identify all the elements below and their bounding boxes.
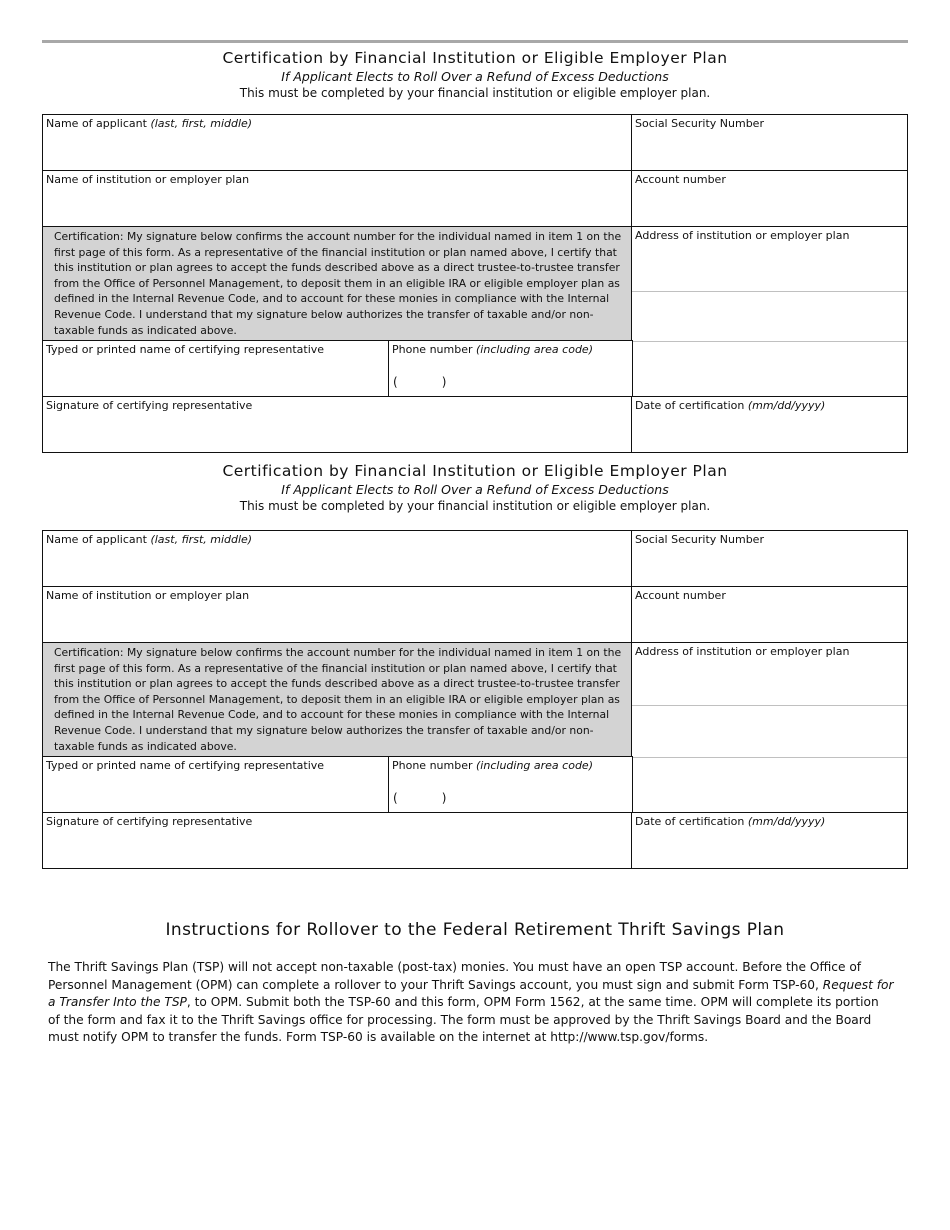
institution-address-field[interactable] (631, 226, 908, 397)
section-header (42, 461, 908, 515)
field-label: Social Security Number (635, 117, 764, 130)
section-title: Certification by Financial Institution or Eligible Employer Plan (222, 462, 728, 480)
field-label: Name of applicant (46, 117, 147, 130)
field-label: Phone number (392, 343, 473, 356)
field-label: Account number (635, 173, 726, 186)
institution-name-field[interactable] (42, 586, 633, 643)
institution-address-field[interactable] (631, 642, 908, 813)
phone-number-field[interactable] (388, 756, 633, 813)
section-header (42, 48, 908, 102)
certification-section-1 (42, 48, 908, 412)
section-subtitle: If Applicant Elects to Roll Over a Refund of Excess Deductions (281, 482, 669, 497)
field-hint: (including area code) (476, 759, 593, 772)
field-label: Account number (635, 589, 726, 602)
field-label: Social Security Number (635, 533, 764, 546)
section-title: Certification by Financial Institution or Eligible Employer Plan (222, 49, 728, 67)
field-label: Date of certification (635, 815, 745, 828)
field-label: Name of applicant (46, 533, 147, 546)
area-code-brackets: ( ) (393, 791, 447, 805)
signature-field[interactable] (42, 812, 633, 869)
institution-name-field[interactable] (42, 170, 633, 227)
ssn-field[interactable] (631, 114, 908, 171)
field-label: Phone number (392, 759, 473, 772)
certification-statement: Certification: My signature below confirms the account number for the individual named in item 1 on the first page of this form. As a representative of the financial institution or plan named above, I certify that this institution or plan agrees to accept the funds described above as a direct trustee-to-trustee transfer from the Office of Personnel Management, to deposit them in an eligible IRA or eligible employer plan as defined in the Internal Revenue Code, and to account for these monies in compliance with the Internal Revenue Code. I understand that my signature below authorizes the transfer of taxable and/or non-taxable funds as indicated above. (42, 642, 633, 757)
field-hint: (mm/dd/yyyy) (747, 815, 826, 828)
instructions-body: The Thrift Savings Plan (TSP) will not accept non-taxable (post-tax) monies. You must have an open TSP account. Before the Office of Personnel Management (OPM) can complete a rollover to your Thrift Savings account, you must sign and submit Form TSP-60, Request for a Transfer Into the TSP, to OPM. Submit both the TSP-60 and this form, OPM Form 1562, at the same time. OPM will complete its portion of the form and fax it to the Thrift Savings office for processing. The form must be approved by the Thrift Savings Board and the Board must notify OPM to transfer the funds. Form TSP-60 is available on the internet at http://www.tsp.gov/forms. (48, 960, 894, 1044)
applicant-name-field[interactable] (42, 114, 633, 171)
field-hint: (last, first, middle) (150, 533, 253, 546)
certification-form (42, 530, 908, 869)
address-line-divider (632, 705, 907, 706)
signature-field[interactable] (42, 396, 633, 453)
field-label: Name of institution or employer plan (46, 173, 250, 186)
certification-date-field[interactable] (631, 812, 908, 869)
field-label: Typed or printed name of certifying representative (46, 343, 325, 356)
section-note: This must be completed by your financial institution or eligible employer plan. (239, 499, 711, 513)
area-code-brackets: ( ) (393, 375, 447, 389)
field-label: Typed or printed name of certifying representative (46, 759, 325, 772)
section-subtitle: If Applicant Elects to Roll Over a Refund of Excess Deductions (281, 69, 669, 84)
account-number-field[interactable] (631, 586, 908, 643)
field-hint: (including area code) (476, 343, 593, 356)
field-hint: (mm/dd/yyyy) (747, 399, 826, 412)
field-label: Signature of certifying representative (46, 399, 253, 412)
account-number-field[interactable] (631, 170, 908, 227)
certification-form (42, 114, 908, 453)
field-label: Address of institution or employer plan (635, 229, 850, 242)
top-rule (42, 40, 908, 43)
section-note: This must be completed by your financial institution or eligible employer plan. (239, 86, 711, 100)
representative-name-field[interactable] (42, 340, 390, 397)
field-label: Date of certification (635, 399, 745, 412)
phone-number-field[interactable] (388, 340, 633, 397)
applicant-name-field[interactable] (42, 530, 633, 587)
ssn-field[interactable] (631, 530, 908, 587)
address-line-divider (632, 757, 907, 758)
field-label: Signature of certifying representative (46, 815, 253, 828)
representative-name-field[interactable] (42, 756, 390, 813)
field-label: Name of institution or employer plan (46, 589, 250, 602)
field-hint: (last, first, middle) (150, 117, 253, 130)
certification-section-2 (42, 461, 908, 828)
certification-statement: Certification: My signature below confirms the account number for the individual named in item 1 on the first page of this form. As a representative of the financial institution or plan named above, I certify that this institution or plan agrees to accept the funds described above as a direct trustee-to-trustee transfer from the Office of Personnel Management, to deposit them in an eligible IRA or eligible employer plan as defined in the Internal Revenue Code, and to account for these monies in compliance with the Internal Revenue Code. I understand that my signature below authorizes the transfer of taxable and/or non-taxable funds as indicated above. (42, 226, 633, 341)
certification-date-field[interactable] (631, 396, 908, 453)
instructions-title: Instructions for Rollover to the Federal Retirement Thrift Savings Plan (165, 920, 785, 940)
address-line-divider (632, 291, 907, 292)
field-label: Address of institution or employer plan (635, 645, 850, 658)
address-line-divider (632, 341, 907, 342)
